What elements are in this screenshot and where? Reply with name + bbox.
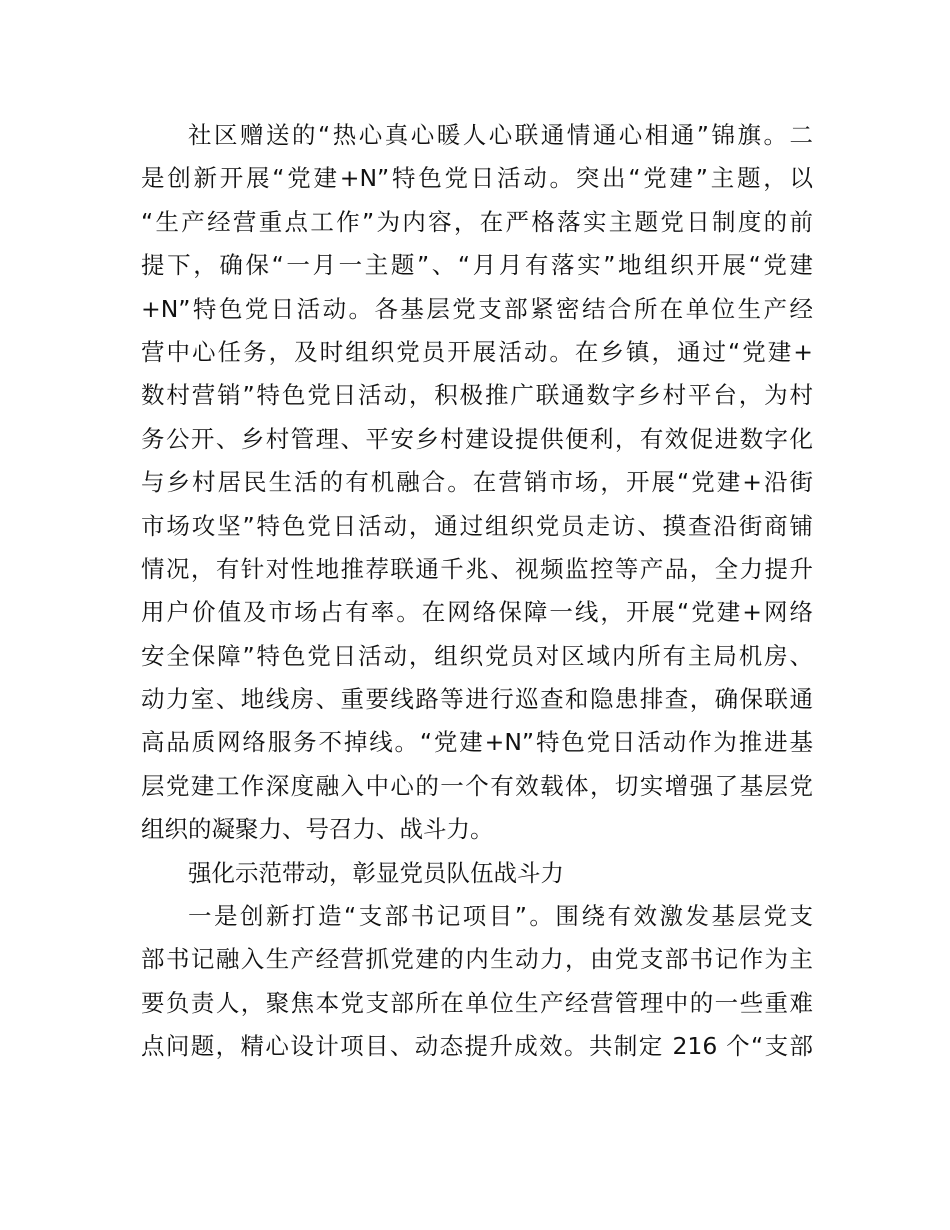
- paragraph-line: 提下，确保“一月一主题”、“月月有落实”地组织开展“党建: [141, 251, 813, 280]
- paragraph-line: 一是创新打造“支部书记项目”。围绕有效激发基层党支: [188, 902, 813, 931]
- paragraph-line: 要负责人，聚焦本党支部所在单位生产经营管理中的一些重难: [141, 988, 813, 1017]
- paragraph-line: +N”特色党日活动。各基层党支部紧密结合所在单位生产经: [141, 294, 813, 323]
- paragraph-line: 层党建工作深度融入中心的一个有效载体，切实增强了基层党: [141, 771, 813, 800]
- paragraph-1: [141, 114, 813, 852]
- paragraph-line: 情况，有针对性地推荐联通千兆、视频监控等产品，全力提升: [141, 554, 813, 583]
- paragraph-2: [141, 895, 813, 1069]
- paragraph-line: 与乡村居民生活的有机融合。在营销市场，开展“党建+沿街: [141, 468, 813, 497]
- paragraph-line: 市场攻坚”特色党日活动，通过组织党员走访、摸查沿街商铺: [141, 511, 813, 540]
- paragraph-line: 社区赠送的“热心真心暖人心联通情通心相通”锦旗。二: [188, 121, 813, 149]
- paragraph-line: 点问题，精心设计项目、动态提升成效。共制定 216 个“支部: [141, 1032, 813, 1061]
- paragraph-line: 务公开、乡村管理、平安乡村建设提供便利，有效促进数字化: [141, 424, 813, 453]
- section-heading: 强化示范带动，彰显党员队伍战斗力: [188, 858, 564, 887]
- paragraph-line: 营中心任务，及时组织党员开展活动。在乡镇，通过“党建+: [141, 337, 813, 366]
- paragraph-line: 用户价值及市场占有率。在网络保障一线，开展“党建+网络: [141, 598, 813, 627]
- paragraph-line: 数村营销”特色党日活动，积极推广联通数字乡村平台，为村: [141, 381, 813, 410]
- paragraph-line: 动力室、地线房、重要线路等进行巡查和隐患排查，确保联通: [141, 685, 813, 714]
- paragraph-line: “生产经营重点工作”为内容，在严格落实主题党日制度的前: [141, 207, 813, 236]
- paragraph-line: 安全保障”特色党日活动，组织党员对区域内所有主局机房、: [141, 641, 813, 670]
- body-text: [141, 114, 813, 1069]
- paragraph-line: 组织的凝聚力、号召力、战斗力。: [141, 815, 494, 844]
- paragraph-line: 部书记融入生产经营抓党建的内生动力，由党支部书记作为主: [141, 945, 813, 974]
- paragraph-line: 高品质网络服务不掉线。“党建+N”特色党日活动作为推进基: [141, 728, 813, 757]
- paragraph-line: 是创新开展“党建+N”特色党日活动。突出“党建”主题，以: [141, 164, 813, 193]
